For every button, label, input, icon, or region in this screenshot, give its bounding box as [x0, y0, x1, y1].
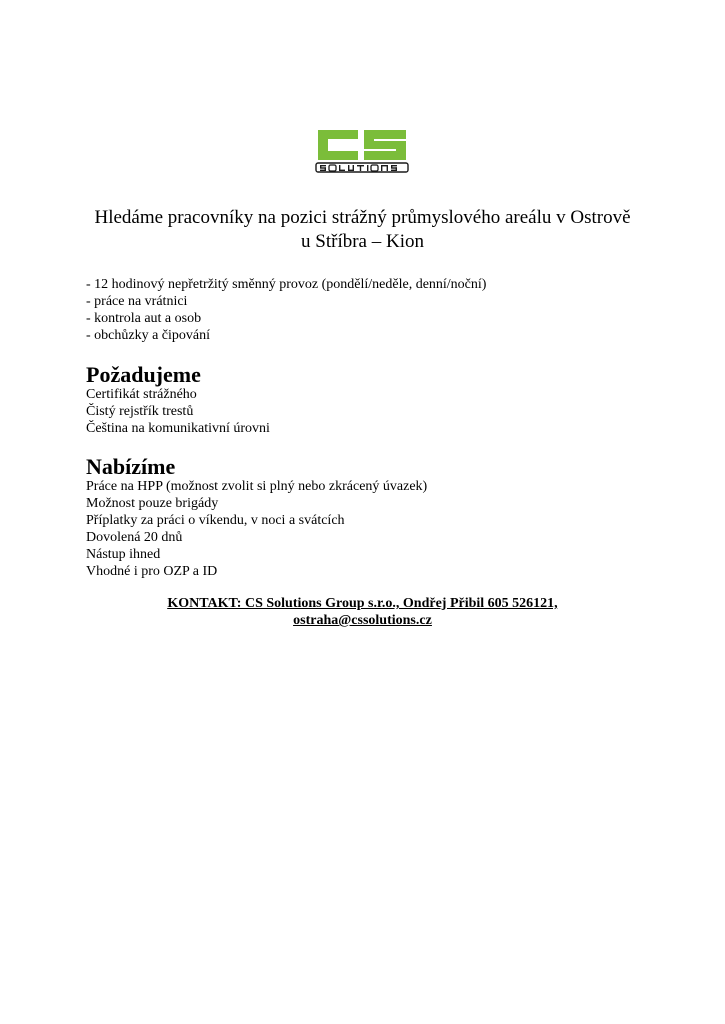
heading-line-1: Hledáme pracovníky na pozici strážný průmyslového areálu v Ostrově	[94, 207, 631, 228]
list-item: - práce na vrátnici	[86, 294, 188, 309]
list-item: Čistý rejstřík trestů	[86, 404, 194, 419]
contact-block	[100, 595, 625, 629]
list-item: Možnost pouze brigády	[86, 496, 219, 511]
offer-title: Nabízíme	[86, 454, 176, 479]
logo-graphic	[314, 128, 410, 174]
list-item: Dovolená 20 dnů	[86, 530, 183, 545]
list-item: - 12 hodinový nepřetržitý směnný provoz (pondělí/neděle, denní/noční)	[86, 277, 487, 292]
list-item: Příplatky za práci o víkendu, v noci a svátcích	[86, 513, 345, 528]
requirements-list	[86, 386, 646, 437]
list-item: - kontrola aut a osob	[86, 311, 202, 326]
contact-email[interactable]: ostraha@cssolutions.cz	[293, 613, 432, 628]
list-item: Práce na HPP (možnost zvolit si plný nebo zkrácený úvazek)	[86, 479, 428, 494]
list-item: - obchůzky a čipování	[86, 328, 211, 343]
heading-line-2: u Stříbra – Kion	[301, 231, 424, 252]
logo-letter-c	[318, 130, 358, 160]
list-item: Certifikát strážného	[86, 387, 197, 402]
list-item: Vhodné i pro OZP a ID	[86, 564, 218, 579]
offer-list	[86, 478, 646, 580]
cs-solutions-logo	[314, 128, 410, 174]
duties-list	[86, 276, 646, 344]
logo-wordmark	[320, 165, 397, 171]
logo-letter-s	[364, 130, 406, 160]
requirements-title: Požadujeme	[86, 362, 201, 387]
job-heading	[60, 206, 665, 254]
contact-line-1: KONTAKT: CS Solutions Group s.r.o., Ondřej Přibil 605 526121,	[167, 596, 558, 611]
list-item: Nástup ihned	[86, 547, 161, 562]
list-item: Čeština na komunikativní úrovni	[86, 421, 270, 436]
